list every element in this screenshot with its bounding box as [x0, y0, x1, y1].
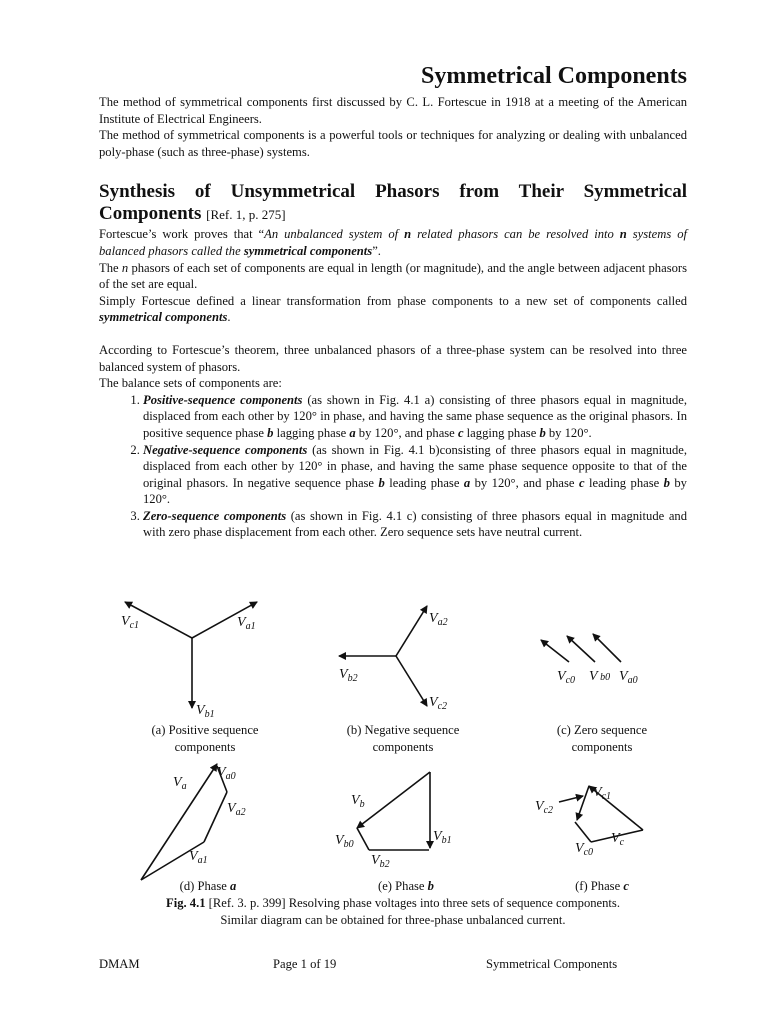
- list-item: 3. Zero-sequence components (as shown in Fig. 4.1 c) consisting of three phasors equal in magnitude and with zero phase displacement from each other. Zero sequence sets have neutral current.: [143, 508, 687, 541]
- negative-sequence-diagram: [339, 606, 427, 706]
- footer-right: Symmetrical Components: [486, 957, 618, 971]
- label-vc-f: $V_c$: [611, 831, 625, 848]
- list-item: 1. Positive-sequence components (as shown in Fig. 4.1 a) consisting of three phasors equal in magnitude, displaced from each other by 120° in phase, and having the same phase sequence as the original phasors. In positive sequence phase b lagging phase a by 120°, and phase c lagging phase b by 120°.: [143, 392, 687, 442]
- caption-a: (a) Positive sequence components: [151, 723, 259, 754]
- caption-b: (b) Negative sequence components: [346, 723, 460, 754]
- label-vb2-e: $V_{b2}$: [371, 853, 390, 870]
- label-vb2: $V_{b2}$: [339, 667, 358, 684]
- label-vc2: $V_{c2}$: [429, 695, 448, 712]
- label-va1-d: $V_{a1}$: [189, 849, 208, 866]
- label-va: $V_a$: [173, 775, 187, 792]
- n-phasors-paragraph: The n phasors of each set of components are equal in length (or magnitude), and the angle between adjacent phasors of the set are equal.: [99, 260, 687, 292]
- intro-paragraph-1: The method of symmetrical components first discussed by C. L. Fortescue in 1918 at a meeting of the American Institute of Electrical Engineers.: [99, 95, 687, 126]
- figure-4-1: [99, 590, 687, 930]
- theorem-paragraph: According to Fortescue’s theorem, three unbalanced phasors of a three-phase system can be resolved into three balanced system of phasors.: [99, 342, 687, 374]
- caption-f: (f) Phase c: [575, 879, 629, 893]
- label-vb: $V_b$: [351, 793, 365, 810]
- components-list: [99, 392, 687, 541]
- label-vc0-f: $V_{c0}$: [575, 841, 594, 858]
- label-vb1: $V_{b1}$: [196, 703, 215, 720]
- footer-left: DMAM: [99, 957, 140, 971]
- label-vb0-e: $V_{b0}$: [335, 833, 354, 850]
- label-va1: $V_{a1}$: [237, 615, 256, 632]
- list-item: 2. Negative-sequence components (as shown in Fig. 4.1 b)consisting of three phasors equal in magnitude, displaced from each other by 120° in phase, and having the same phase sequence opposite to that of the original phasors. In negative sequence phase b leading phase a by 120°, and phase c leading phase b by 120°.: [143, 442, 687, 508]
- label-vc1-f: $V_{c1}$: [593, 785, 612, 802]
- label-vb1-e: $V_{b1}$: [433, 829, 452, 846]
- label-vc2-f: $V_{c2}$: [535, 799, 554, 816]
- figure-caption: Fig. 4.1 [Ref. 3. p. 399] Resolving phase voltages into three sets of sequence components. Similar diagram can be obtained for three-phase unbalanced current.: [166, 896, 620, 927]
- label-va0-d: $V_{a0}$: [217, 765, 236, 782]
- phase-b-diagram: [357, 772, 430, 850]
- label-va2: $V_{a2}$: [429, 611, 448, 628]
- caption-d: (d) Phase a: [179, 879, 237, 893]
- label-va0: $V_{a0}$: [619, 669, 638, 686]
- section-heading-cont: Components [Ref. 1, p. 275]: [99, 203, 286, 225]
- zero-sequence-diagram: [541, 634, 621, 662]
- section-heading: Synthesis of Unsymmetrical Phasors from Their Symmetrical: [99, 181, 687, 203]
- caption-e: (e) Phase b: [378, 879, 434, 893]
- label-va2-d: $V_{a2}$: [227, 801, 246, 818]
- label-vb0: V $_{b0}$: [589, 669, 611, 684]
- fortescue-paragraph: Fortescue’s work proves that “An unbalanced system of n related phasors can be resolved into n systems of balanced phasors called the symmetrical components”.: [99, 227, 688, 258]
- label-vc1: $V_{c1}$: [121, 614, 140, 631]
- document-page: [99, 62, 687, 541]
- balance-sets-intro: The balance sets of components are:: [99, 376, 282, 391]
- footer-page-number: Page 1 of 19: [273, 957, 337, 971]
- page-title: Symmetrical Components: [421, 63, 687, 89]
- caption-c: (c) Zero sequence components: [556, 723, 648, 754]
- label-vc0: $V_{c0}$: [557, 669, 576, 686]
- transformation-paragraph: Simply Fortescue defined a linear transformation from phase components to a new set of components called symmetrical components.: [99, 293, 687, 325]
- intro-paragraph-2: The method of symmetrical components is a powerful tools or techniques for analyzing or dealing with unbalanced poly-phase (such as three-phase) systems.: [99, 128, 687, 159]
